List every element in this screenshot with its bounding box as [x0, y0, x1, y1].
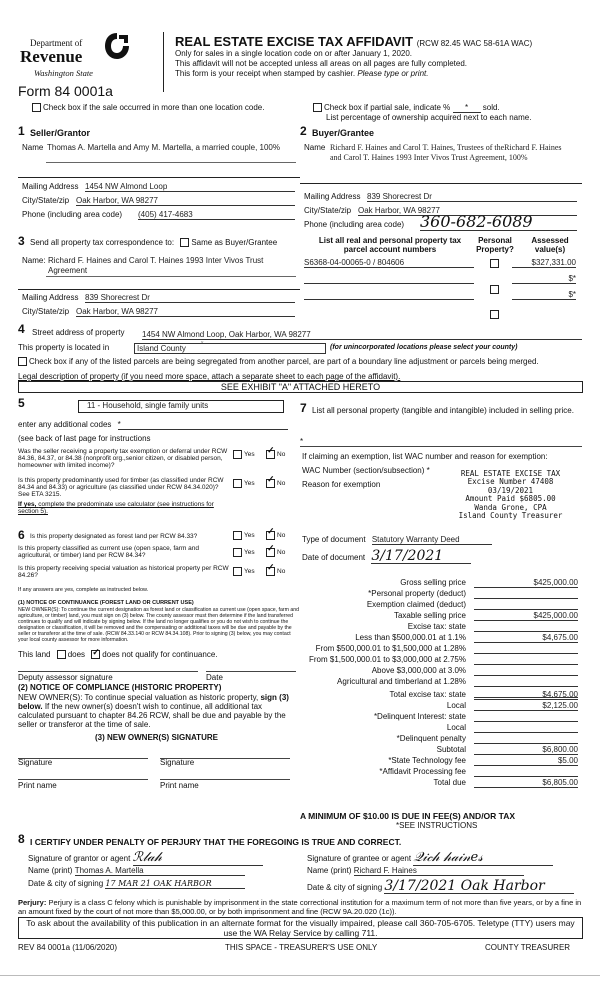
perjury [18, 898, 583, 916]
same-as-buyer-checkbox[interactable] [180, 238, 189, 247]
segregated-check [18, 357, 583, 366]
header-note1: Only for sales in a single location code on or after January 1, 2020. [175, 49, 413, 58]
compliance-text-b: If the new owner(s) doesn't wish to continue, all additional tax calculated pursuant to chapter 84.26 RCW, shall be due and payable by the seller or transferor at the time of sale. [18, 702, 286, 729]
title-text: REAL ESTATE EXCISE TAX AFFIDAVIT [175, 34, 414, 49]
grantor-print [28, 866, 245, 876]
personal-property-checkbox[interactable] [490, 259, 499, 268]
calc-value[interactable] [474, 655, 578, 665]
corr-sep [18, 289, 300, 290]
segregated-checkbox[interactable] [18, 357, 27, 366]
additional-codes [18, 420, 288, 430]
calc-label: Subtotal [436, 745, 466, 754]
calc-value[interactable] [474, 666, 578, 676]
parcels-col2: Personal Property? [476, 236, 514, 254]
stamp-line: REAL ESTATE EXCISE TAX [460, 469, 561, 478]
doc-type [302, 535, 492, 545]
calc-row [296, 778, 582, 788]
multi-location-label: Check box if the sale occurred in more than one location code. [43, 103, 265, 112]
personal-property-checkbox[interactable] [490, 310, 499, 319]
new-owner-title: (3) NEW OWNER(S) SIGNATURE [95, 733, 218, 742]
s5-q2-no [266, 479, 285, 488]
land-does-checkbox[interactable] [57, 650, 66, 659]
see-instructions: *SEE INSTRUCTIONS [396, 821, 478, 830]
s5-q2-note-bold: If yes, [18, 501, 37, 508]
header-note2: This affidavit will not be accepted unless all areas on all pages are fully completed. [175, 59, 468, 68]
new-owner-print-label-1: Print name [18, 781, 57, 790]
new-owner-sig-label-1: Signature [18, 758, 53, 767]
calc-value[interactable]: $6,805.00 [474, 778, 578, 788]
legal-box[interactable] [18, 381, 583, 393]
s6-q3-no-checkbox[interactable] [266, 567, 275, 576]
calc-row [296, 589, 582, 599]
calc-row [296, 655, 582, 665]
assessed-value[interactable]: $* [512, 274, 576, 284]
dor-emblem-icon [104, 32, 130, 60]
doc-date-label: Date of document [302, 553, 366, 562]
buyer-heading-num: 2 [300, 124, 307, 138]
see-back: (see back of last page for instructions [18, 434, 151, 443]
availability-box [18, 917, 583, 939]
wac-text: If claiming an exemption, list WAC number and reason for exemption: [302, 452, 548, 461]
corr-heading [30, 238, 277, 247]
corr-heading-num: 3 [18, 234, 25, 248]
calc-value[interactable] [474, 734, 578, 744]
calc-label: Above $3,000,000 at 3.0% [371, 666, 466, 675]
calc-value[interactable] [474, 712, 578, 722]
calc-row [296, 734, 582, 744]
located-select[interactable] [134, 343, 326, 354]
s6-q2-no-label: No [277, 549, 286, 557]
calc-value[interactable]: $6,800.00 [474, 745, 578, 755]
segregated-label: Check box if any of the listed parcels are being segregated from another parcel, are part of a boundary line adjustment or parcels being merged. [29, 357, 539, 366]
grantor-date [28, 879, 245, 889]
located-value: Island County [137, 344, 186, 353]
partial-sale-suffix: sold. [482, 103, 500, 112]
s5-q1: Was the seller receiving a property tax exemption or deferral under RCW 84.36, 84.37, or 84.38 (nonprofit org.,senior citizen, or disabled person, homeowner with limited income)? [18, 448, 228, 469]
grantor-sig [28, 850, 298, 866]
s5-q2-yes-label: Yes [244, 480, 255, 488]
grantor-date-label: Date & city of signing [28, 879, 104, 888]
compliance-title: (2) NOTICE OF COMPLIANCE (HISTORIC PROPERTY) [18, 683, 222, 692]
calc-label: *Affidavit Processing fee [379, 767, 466, 776]
s5-q1-no-label: No [277, 451, 286, 459]
deputy-sig-line [18, 671, 198, 672]
new-owner-print-label-2: Print name [160, 781, 199, 790]
calc-row [296, 677, 582, 687]
perjury-text: Perjury is a class C felony which is punishable by imprisonment in the state correctional institution for a maximum term of not more than five years, or by a fine in an amount fixed by the court of not more than $5,000.00, or by both imprisonment and fine (RCW 9A.20.020 (1c)). [18, 898, 582, 916]
reason-label: Reason for exemption [302, 480, 381, 489]
wac-label: WAC Number (section/subsection) [302, 466, 425, 475]
calc-label: *State Technology fee [388, 756, 466, 765]
buyer-city-value[interactable]: Oak Harbor, WA 98277 [358, 206, 577, 216]
seller-heading-num: 1 [18, 124, 25, 138]
agency-line2: Revenue [20, 47, 83, 66]
calc-label: *Delinquent penalty [396, 734, 466, 743]
calc-value[interactable] [474, 600, 578, 610]
stamp-line: Island County Treasurer [458, 511, 563, 521]
buyer-name-label: Name [304, 143, 326, 152]
partial-sale-check [313, 103, 500, 113]
seller-mailing-label: Mailing Address [22, 182, 79, 191]
corr-city-label: City/State/zip [22, 307, 70, 316]
buyer-city-label: City/State/zip [304, 206, 352, 215]
wac-line [302, 466, 430, 475]
s6-q1-no-checkbox[interactable] [266, 531, 275, 540]
section5-num: 5 [18, 396, 25, 410]
calc-row [296, 633, 582, 643]
seller-city-value[interactable]: Oak Harbor, WA 98277 [76, 196, 295, 206]
grantee-signature[interactable]: 𝒬𝒾𝒸𝒽 𝒽𝒶𝒾𝓃𝑒𝓈 [413, 850, 553, 866]
calc-label: Less than $500,000.01 at 1.1% [355, 633, 466, 642]
calc-row [296, 666, 582, 676]
corr-city-value[interactable]: Oak Harbor, WA 98277 [76, 307, 295, 317]
corr-name-value[interactable]: Richard F. Haines and Carol T. Haines 1993 Inter Vivos Trust Agreement [48, 256, 264, 275]
treasurer-stamp [438, 470, 583, 520]
calc-label: Local [446, 723, 466, 732]
calc-value[interactable] [474, 677, 578, 687]
header-divider [163, 32, 164, 92]
calc-value[interactable]: $425,000.00 [474, 578, 578, 588]
calc-row [296, 756, 582, 766]
grantee-print-value[interactable]: Richard F. Haines [354, 866, 524, 876]
s5-q1-no-checkbox[interactable] [266, 450, 275, 459]
s6-q1-yes-checkbox[interactable] [233, 531, 242, 540]
buyer-phone-value[interactable]: 360-682-6089 [420, 214, 577, 231]
stamp-line: Wanda Grone, CPA [474, 502, 547, 512]
s6-q1: Is this property designated as forest land per RCW 84.33? [30, 533, 198, 540]
seller-phone-value[interactable]: (405) 417-4683 [138, 210, 295, 220]
calc-value[interactable] [474, 723, 578, 733]
print-line-2 [160, 779, 290, 780]
parcels-col3: Assessed value(s) [531, 236, 569, 254]
scan-edge [0, 975, 600, 976]
s5-q2-yes-checkbox[interactable] [233, 479, 242, 488]
partial-sale-checkbox[interactable] [313, 103, 322, 112]
form-number: Form 84 0001a [18, 83, 113, 99]
grantor-sig-label: Signature of grantor or agent [28, 854, 131, 863]
multi-location-checkbox[interactable] [32, 103, 41, 112]
calc-label: Total due [433, 778, 466, 787]
s5-q1-no [266, 450, 285, 459]
stamp-line: Amount Paid $6805.00 [465, 494, 556, 504]
calc-row [296, 578, 582, 588]
deputy-date-label: Date [206, 673, 223, 682]
calc-value[interactable]: $4,675.00 [474, 633, 578, 643]
partial-sale-value[interactable]: * [453, 103, 481, 113]
treasurer-space: THIS SPACE - TREASURER'S USE ONLY [225, 943, 378, 952]
compliance-text [18, 693, 300, 729]
seller-heading: Seller/Grantor [30, 128, 91, 138]
parcels-col1: List all real and personal property tax parcel account numbers [318, 236, 462, 254]
grantee-date-label: Date & city of signing [307, 883, 383, 892]
s6-q1-no [266, 531, 285, 540]
street-label: Street address of property [32, 328, 125, 337]
s5-q2-no-checkbox[interactable] [266, 479, 275, 488]
seller-sep [18, 177, 300, 178]
buyer-sep [300, 183, 582, 184]
calc-value[interactable] [474, 622, 578, 632]
minimum-fee: A MINIMUM OF $10.00 IS DUE IN FEE(S) AND/OR TAX [300, 811, 516, 821]
note3-text: This form is your receipt when stamped by cashier. [175, 69, 356, 78]
s6-q2-no [266, 548, 285, 557]
land-does-label: does [67, 650, 86, 659]
calc-value[interactable]: $2,125.00 [474, 701, 578, 711]
legal-value: SEE EXHIBIT "A" ATTACHED HERETO [220, 382, 381, 392]
calc-label: Exemption claimed (deduct) [366, 600, 466, 609]
s5-q2-note-text: complete the predominate use calculator (see instructions for section 5). [18, 501, 214, 515]
calc-label: Local [446, 701, 466, 710]
calc-label: Excise tax: state [407, 622, 466, 631]
section7-num: 7 [300, 401, 307, 415]
multi-location-check [32, 103, 264, 112]
stamp-line: 03/19/2021 [487, 485, 534, 495]
parcel-number[interactable]: S6368-04-00065-0 / 804606 [304, 258, 474, 268]
section8-num: 8 [18, 832, 25, 846]
calc-value[interactable] [474, 767, 578, 777]
grantor-date-value[interactable]: 17 MAR 21 OAK HARBOR [105, 879, 245, 889]
seller-name-label: Name [22, 143, 44, 152]
deputy-date-line [206, 671, 296, 672]
print-line-1 [18, 779, 148, 780]
grantee-date-value[interactable]: 3/17/2021 Oak Harbor [384, 879, 574, 894]
buyer-heading: Buyer/Grantee [312, 128, 375, 138]
s6-q3-no-label: No [277, 568, 286, 576]
calc-label: Total excise tax: state [389, 690, 466, 699]
land-not-label: does not qualify for continuance. [102, 650, 218, 659]
parcel-number[interactable] [304, 274, 474, 284]
s5-q1-yes [233, 450, 255, 459]
calc-label: From $1,500,000.01 to $3,000,000 at 2.75% [308, 655, 466, 664]
grantee-sig [307, 850, 587, 866]
calc-row [296, 767, 582, 777]
county-treasurer: COUNTY TREASURER [485, 943, 571, 952]
calc-row [296, 723, 582, 733]
chevron-down-icon: ˇ [201, 342, 204, 349]
s7-text: List all personal property (tangible and intangible) included in selling price. [312, 406, 574, 415]
corr-mailing-label: Mailing Address [22, 293, 79, 302]
dor-logo [20, 30, 130, 82]
buyer-name-value[interactable]: Richard F. Haines and Carol T. Haines, Trustees of theRichard F. Haines and Carol T. Haines 1993 Inter Vivos Trust Agreement, 100% [330, 143, 562, 162]
s6-q3-yes-label: Yes [244, 568, 255, 576]
partial-sale-label: Check box if partial sale, indicate % [324, 103, 451, 112]
compliance-sign: sign (3) below. [18, 693, 289, 711]
doc-type-label: Type of document [302, 535, 366, 544]
calc-row [296, 712, 582, 722]
seller-name-value[interactable]: Thomas A. Martella and Amy M. Martella, a married couple, 100% [47, 143, 280, 152]
assessed-value[interactable]: $327,331.00 [512, 258, 576, 268]
seller-mailing-value[interactable]: 1454 NW Almond Loop [85, 182, 295, 192]
buyer-phone-label: Phone (including area code) [304, 220, 405, 229]
title-ref: (RCW 82.45 WAC 58-61A WAC) [416, 39, 533, 48]
grantor-signature[interactable]: ℛ𝓁𝒶𝒽 [133, 850, 263, 866]
calc-label: *Personal property (deduct) [368, 589, 466, 598]
calc-value[interactable] [474, 589, 578, 599]
corr-mailing-value[interactable]: 839 Shorecrest Dr [85, 293, 295, 303]
grantee-print [307, 866, 524, 876]
continuance-title: (1) NOTICE OF CONTINUANCE (FOREST LAND OR CURRENT USE) [18, 600, 194, 606]
certify: I CERTIFY UNDER PENALTY OF PERJURY THAT THE FOREGOING IS TRUE AND CORRECT. [30, 837, 402, 847]
continuance-text: NEW OWNER(S): To continue the current designation as forest land or classification as current use (open space, farm and agriculture, or timber) land, you must sign on (3) below. The county assessor must then determine if the land transferred continues to qualify and will indicate by signing below. If the land no longer qualifies or you do not wish to continue the designation or classification, it will be removed and the compensating or additional taxes will be due and payable by the seller or transferor at the time of sale. (RCW 84.33.140 or RCW 84.34.108). Prior to signing (3) below, you may contact your local county assessor for more information. [18, 607, 300, 643]
s6-q3: Is this property receiving special valuation as historical property per RCW 84.26? [18, 565, 229, 579]
calc-label: From $500,000.01 to $1,500,000 at 1.28% [315, 644, 466, 653]
s7-star: * [300, 437, 304, 446]
assessed-value[interactable]: $* [512, 290, 576, 300]
s6-q1-no-label: No [277, 532, 286, 540]
calc-label: Agricultural and timberland at 1.28% [337, 677, 466, 686]
corr-name-line [46, 276, 296, 277]
seller-phone-label: Phone (including area code) [22, 210, 123, 219]
s5-q2-note [18, 501, 230, 515]
calc-value[interactable]: $4,675.00 [474, 690, 578, 700]
note3-italic: Please type or print. [357, 69, 429, 78]
calc-row [296, 600, 582, 610]
seller-city-label: City/State/zip [22, 196, 70, 205]
s6-q3-yes-checkbox[interactable] [233, 567, 242, 576]
corr-heading-text: Send all property tax correspondence to: [30, 238, 175, 247]
grantee-print-label: Name (print) [307, 866, 352, 875]
s6-q2-yes-label: Yes [244, 549, 255, 557]
street-value[interactable]: 1454 NW Almond Loop, Oak Harbor, WA 98277 [142, 330, 582, 340]
calc-label: Taxable selling price [393, 611, 466, 620]
s6-q2-yes-checkbox[interactable] [233, 548, 242, 557]
use-code-box[interactable] [78, 400, 284, 413]
section4-num: 4 [18, 322, 25, 336]
grantee-sig-label: Signature of grantee or agent [307, 854, 412, 863]
calc-row [296, 690, 582, 700]
s6-q2-yes [233, 548, 255, 557]
calc-row [296, 611, 582, 621]
agency-line1: Department of [30, 38, 83, 48]
located-note: (for unincorporated locations please select your county) [330, 344, 518, 351]
calc-label: Gross selling price [400, 578, 466, 587]
grantor-print-label: Name (print) [28, 866, 73, 875]
s6-q1-yes [233, 531, 255, 540]
calc-row [296, 701, 582, 711]
s5-q2-no-label: No [277, 480, 286, 488]
deputy-label: Deputy assessor signature [18, 673, 113, 682]
parcel-number[interactable] [304, 290, 474, 300]
perjury-bold: Perjury: [18, 898, 47, 907]
availability-text: To ask about the availability of this publication in an alternate format for the visually impaired, please call 360-705-6705. Teletype (TTY) users may use the WA Relay Service by calling 711. [26, 918, 575, 938]
compliance-text-a: NEW OWNER(S): To continue special valuation as historic property, [18, 693, 259, 702]
agency-line3: Washington State [34, 68, 93, 78]
s6-q2: Is this property classified as current use (open space, farm and agricultural, or timber) land per RCW 84.34? [18, 545, 200, 559]
s7-line [300, 446, 582, 447]
doc-type-value[interactable]: Statutory Warranty Deed [372, 535, 492, 545]
calc-row [296, 622, 582, 632]
header-note3 [175, 69, 428, 78]
stamp-line: Excise Number 47408 [467, 477, 554, 487]
buyer-mailing-value[interactable]: 839 Shorecrest Dr [367, 192, 577, 202]
section6-num: 6 [18, 528, 25, 542]
same-as-buyer-label: Same as Buyer/Grantee [191, 238, 278, 247]
s6-q3-no [266, 567, 285, 576]
calc-row [296, 644, 582, 654]
grantee-date [307, 879, 574, 894]
s6-q2-no-checkbox[interactable] [266, 548, 275, 557]
new-owner-sig-label-2: Signature [160, 758, 195, 767]
calc-value[interactable] [474, 644, 578, 654]
grantor-print-value[interactable]: Thomas A. Martella [75, 866, 245, 876]
s5-q2-yes [233, 479, 255, 488]
s5-q2: Is this property predominantly used for timber (as classified under RCW 84.34 and 84.33) or agriculture (as classified under RCW 84.34.020)? See ETA 3215. [18, 477, 224, 498]
buyer-mailing-label: Mailing Address [304, 192, 361, 201]
calc-row [296, 745, 582, 755]
doc-date-value[interactable]: 3/17/2021 [371, 549, 471, 564]
s5-q1-yes-checkbox[interactable] [233, 450, 242, 459]
partial-sale-note: List percentage of ownership acquired next to each name. [326, 113, 532, 122]
additional-label: enter any additional codes [18, 420, 112, 429]
corr-name-label: Name: [22, 256, 46, 265]
s5-q1-yes-label: Yes [244, 451, 255, 459]
s6-q1-yes-label: Yes [244, 532, 255, 540]
use-code-value: 11 - Household, single family units [87, 401, 209, 410]
s6-note: If any answers are yes, complete as instructed below. [18, 587, 149, 593]
calc-value[interactable]: $425,000.00 [474, 611, 578, 621]
calc-label: *Delinquent Interest: state [373, 712, 466, 721]
personal-property-checkbox[interactable] [490, 285, 499, 294]
form-title [175, 34, 532, 49]
legal-label: Legal description of property (if you need more space, attach a separate sheet to each page of the affidavit). [18, 372, 401, 381]
land-prefix: This land [18, 650, 51, 659]
rev-number: REV 84 0001a (11/06/2020) [18, 943, 118, 952]
calc-value[interactable]: $5.00 [474, 756, 578, 766]
located-label: This property is located in [18, 343, 110, 352]
additional-value[interactable]: * [118, 420, 288, 430]
land-line [18, 650, 217, 659]
seller-name-line [46, 162, 296, 163]
wac-value[interactable]: * [426, 466, 430, 475]
s6-q3-yes [233, 567, 255, 576]
land-not-checkbox[interactable] [91, 650, 100, 659]
doc-date [302, 549, 471, 564]
